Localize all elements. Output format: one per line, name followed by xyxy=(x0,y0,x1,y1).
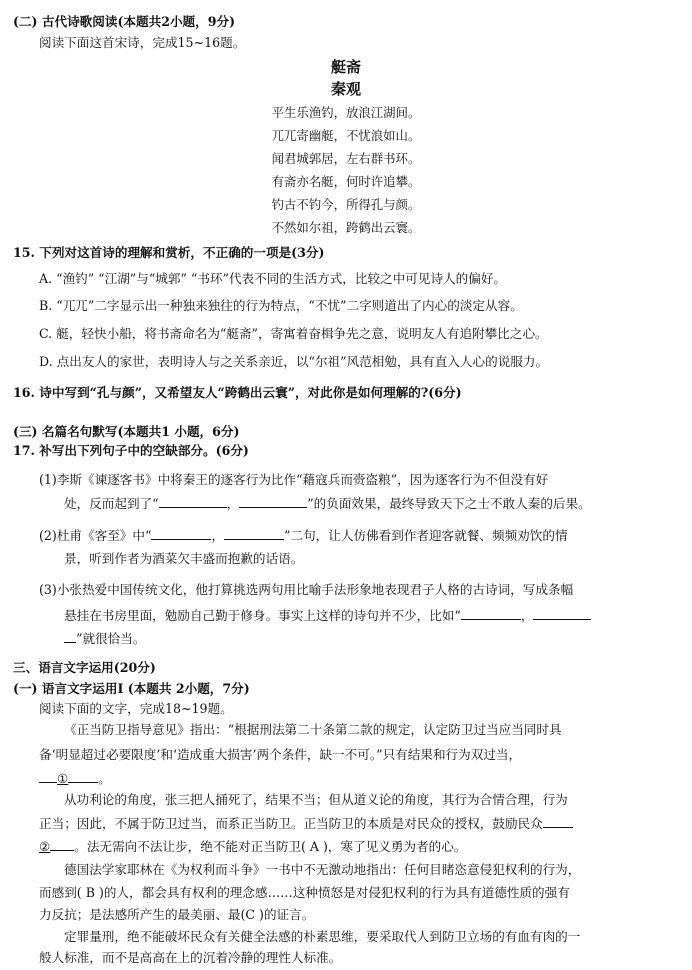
fill-blank[interactable] xyxy=(159,495,227,508)
blank-marker: ① xyxy=(57,771,69,786)
blank-marker: ② xyxy=(39,839,51,854)
question-15-option-c: C. 艇，轻快小船，将书斋命名为“艇斋”，寄寓着奋楫争先之意，说明友人有追附攀比之心。 xyxy=(39,326,548,341)
fill-blank[interactable] xyxy=(461,607,521,620)
text-segment: 正当；因此，不属于防卫过当，而系正当防卫。正当防卫的本质是对民众的授权，鼓励民众 xyxy=(39,816,543,831)
language-instruction: 阅读下面的文字，完成18~19题。 xyxy=(39,701,233,716)
text-segment: 处，反而起到了“ xyxy=(64,496,159,511)
fill-blank[interactable] xyxy=(543,815,573,828)
section-heading-language: 三、语言文字运用(20分) xyxy=(13,660,156,675)
question-17-stem: 17. 补写出下列句子中的空缺部分。(6分) xyxy=(13,443,249,458)
passage-p1-line3 xyxy=(39,770,111,787)
fill-blank[interactable] xyxy=(224,527,284,540)
passage-p1-line2: 备‘明显超过必要限度’和‘造成重大损害’两个条件，缺一不可。”只有结果和行为双过当， xyxy=(39,747,522,762)
question-15-option-b: B. “兀兀”二字显示出一种独来独往的行为特点，“不忧”二字则道出了内心的淡定从容。 xyxy=(39,298,523,313)
passage-p2-line1: 从功利论的角度，张三把人捅死了，结果不当；但从道义论的角度，其行为合情合理，行为 xyxy=(64,792,568,807)
passage-p1-line1: 《正当防卫指导意见》指出：“根据刑法第二十条第二款的规定，认定防卫过当应当同时具 xyxy=(64,722,562,737)
poem-line: 兀兀寄幽艇，不忧浪如山。 xyxy=(271,128,421,143)
question-15-option-a: A. “渔钓” “江湖”与“城郭” “书环”代表不同的生活方式，比较之中可见诗人的偏好。 xyxy=(39,271,507,286)
fill-blank[interactable] xyxy=(50,838,74,851)
passage-p4-line1: 定罪量刑，绝不能破坏民众有关健全法感的朴素思维，要采取代人到防卫立场的有血有肉的一 xyxy=(64,929,581,944)
passage-p3-line3: 力反抗；是法感所产生的最美丽、最(C )的证言。 xyxy=(39,907,315,922)
question-17-item-1-cont xyxy=(64,495,591,512)
subsection-heading: (一) 语言文字运用Ⅰ (本题共 2小题，7分) xyxy=(13,681,250,696)
text-segment: ， xyxy=(211,528,225,543)
text-segment: 悬挂在书房里面，勉励自己勤于修身。事实上这样的诗句并不少，比如“ xyxy=(64,608,461,623)
question-17-item-3-cont xyxy=(64,607,591,624)
question-17-item-3-end xyxy=(64,630,145,647)
text-segment: ， xyxy=(520,608,534,623)
text-segment: ， xyxy=(226,496,240,511)
question-17-item-3: (3)小张热爱中国传统文化，他打算挑选两句用比喻手法形象地表现君子人格的古诗词，写成条幅 xyxy=(39,582,574,597)
fill-blank[interactable] xyxy=(64,630,76,643)
question-17-item-2-cont: 景，听到作者为酒菜欠丰盛而抱歉的话语。 xyxy=(64,551,304,566)
poem-line: 闻君城郭居，左右群书环。 xyxy=(271,151,421,166)
question-17-item-2 xyxy=(39,527,568,544)
fill-blank[interactable] xyxy=(239,495,307,508)
passage-p3-line1: 德国法学家耶林在《为权利而斗争》一书中不无激动地指出：任何目睹恣意侵犯权利的行为， xyxy=(64,862,581,877)
text-segment: ”二句，让人仿佛看到作者迎客就餐、频频劝饮的情 xyxy=(284,528,568,543)
question-16-stem: 16. 诗中写到“孔与颜”，又希望友人“跨鹤出云寰”，对此你是如何理解的?(6分) xyxy=(13,385,462,400)
passage-p2-line2 xyxy=(39,815,573,832)
text-segment: ”的负面效果，最终导致天下之士不敢人秦的后果。 xyxy=(307,496,591,511)
fill-blank[interactable] xyxy=(533,607,591,620)
section-heading-dictation: (三) 名篇名句默写(本题共1 小题，6分) xyxy=(13,424,240,439)
section-heading-poetry: (二) 古代诗歌阅读(本题共2小题，9分) xyxy=(13,14,236,29)
question-17-item-1: (1)李斯《谏逐客书》中将秦王的逐客行为比作“藉寇兵而赍盗粮”，因为逐客行为不但没有好 xyxy=(39,472,549,487)
question-15-stem: 15. 下列对这首诗的理解和赏析，不正确的一项是(3分) xyxy=(13,245,325,260)
poem-line: 平生乐渔钓，放浪江湖间。 xyxy=(271,105,421,120)
poem-title: 艇斋 xyxy=(330,58,361,76)
text-segment: 。 xyxy=(98,771,111,786)
passage-p2-line3 xyxy=(39,838,466,855)
text-segment: 。法无需向不法让步，绝不能对正当防卫( A )，寒了见义勇为者的心。 xyxy=(74,839,467,854)
text-segment: ”就很恰当。 xyxy=(76,631,146,646)
fill-blank[interactable] xyxy=(151,527,211,540)
fill-blank[interactable] xyxy=(39,770,57,783)
question-15-option-d: D. 点出友人的家世，表明诗人与之关系亲近，以“尔祖”风范相勉，具有直入人心的说服力。 xyxy=(39,354,549,369)
poetry-instruction: 阅读下面这首宋诗，完成15~16题。 xyxy=(39,35,246,50)
poem-line: 有斋亦名艇，何时许追攀。 xyxy=(271,174,421,189)
poem-line: 钓古不钓今，所得孔与颜。 xyxy=(271,197,421,212)
poem-author: 秦观 xyxy=(330,80,361,98)
poem-line: 不然如尔祖，跨鹤出云寰。 xyxy=(271,220,421,235)
passage-p3-line2: 而感到( B )的人，都会具有权利的理念感……这种愤怒是对侵犯权利的行为具有道德性质的强有 xyxy=(39,885,570,900)
fill-blank[interactable] xyxy=(68,770,98,783)
text-segment: (2)杜甫《客至》中“ xyxy=(39,528,152,543)
passage-p4-line2: 般人标准，而不是高高在上的沉着冷静的理性人标准。 xyxy=(39,950,342,965)
